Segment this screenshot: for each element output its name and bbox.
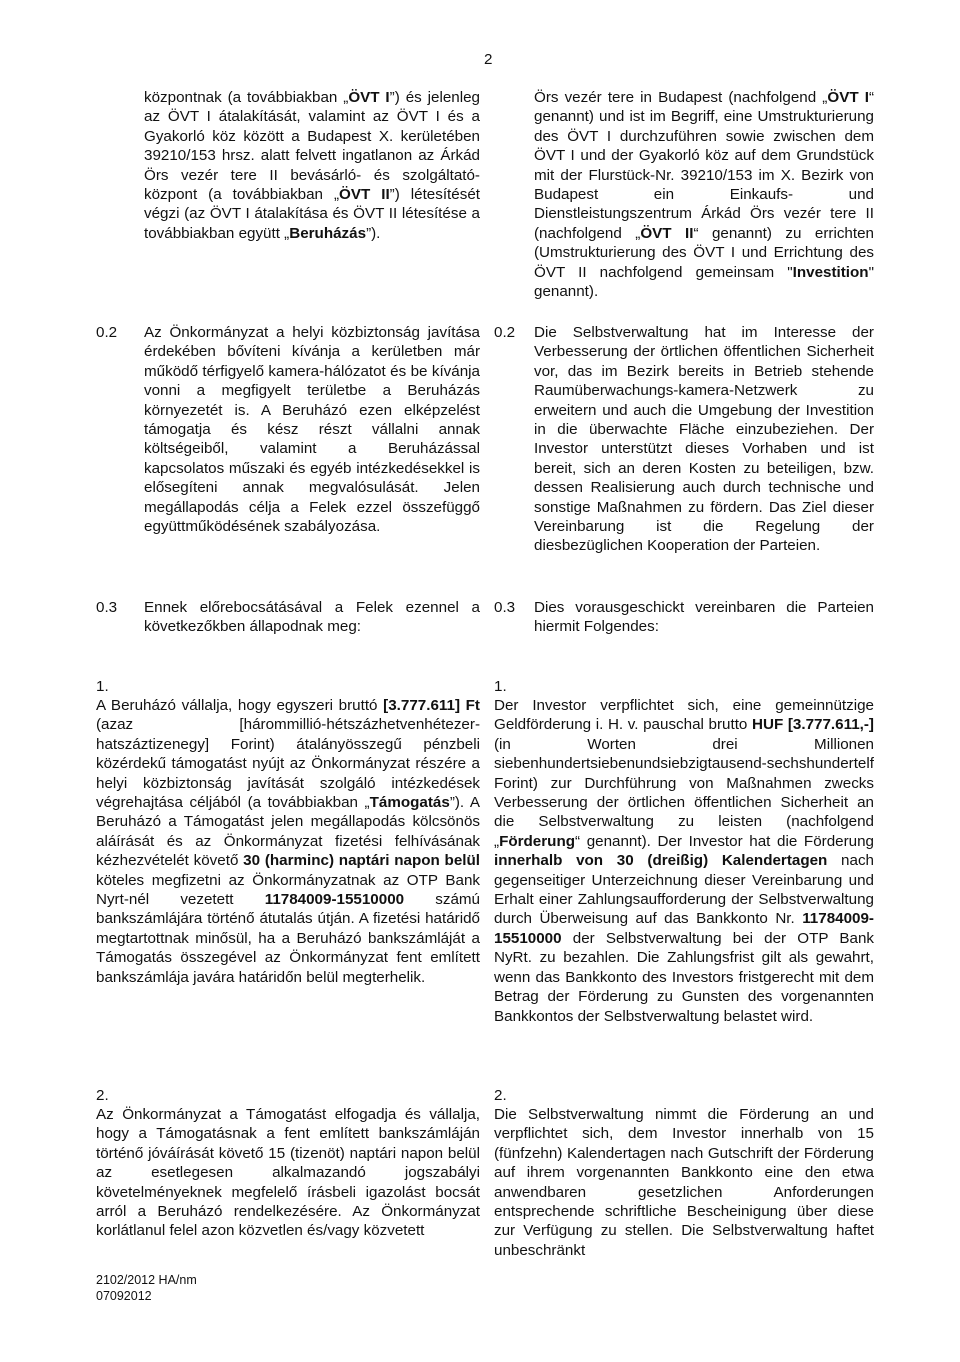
text-run: Az Önkormányzat a Támogatást elfogadja és vállalja, hogy a Támogatásnak a fent említett bankszámláján történő jóváírását követő 15 (tizenöt) naptári napon belül az esetlegesen alkalmazandó jogszabályi követelményeknek megfelelő írásbeli igazolást bocsát arról a Beruházó rendelkezésére. Az Önkormányzat korlátlanul felel azon közvetlen és/vagy közvetett xyxy=(96,1106,480,1240)
bold-text-run: Beruházás xyxy=(289,224,367,242)
bold-text-run: HUF [3.777.611,-] xyxy=(752,716,874,734)
text-run: “ genannt) zu errichten (Umstrukturierung des ÖVT I und Errichtung des ÖVT II nachfolgend gemeinsam " xyxy=(534,224,874,281)
section-0-3-number-de: 0.3 xyxy=(494,599,516,616)
text-run: A Beruházó vállalja, hogy egyszeri bruttó xyxy=(96,697,384,714)
bold-text-run: Förderung xyxy=(499,832,575,850)
text-run: ”) létesítését végzi (az ÖVT I átalakítása és ÖVT II létesítése a továbbiakban együtt „ xyxy=(144,186,480,242)
bold-text-run: 30 (harminc) naptári napon belül xyxy=(243,852,480,870)
text-run: Der Investor verpflichtet sich, eine gemeinnützige Geldförderung i. H. v. pauschal brutto xyxy=(494,697,874,734)
text-run: Dies vorausgeschickt vereinbaren die Parteien hiermit Folgendes: xyxy=(534,599,874,636)
text-run: ”). xyxy=(366,224,381,242)
section-1-german xyxy=(494,696,874,1026)
text-run: nach gegenseitiger Unterzeichnung dieser Vereinbarung und Erhalt einer Zahlungsaufforderung der Selbstverwaltung durch Überweisung auf das Bankkonto Nr. xyxy=(494,852,874,928)
bold-text-run: innerhalb von 30 (dreißig) Kalendertagen xyxy=(494,852,828,870)
section-1-hungarian xyxy=(96,696,480,987)
text-run: " genannt). xyxy=(534,263,874,301)
section-0-2-number-de: 0.2 xyxy=(494,324,516,341)
document-footer xyxy=(96,1272,197,1304)
section-1-number-de: 1. xyxy=(494,678,507,695)
text-run: központnak (a továbbiakban „ xyxy=(144,89,349,106)
section-0-2-number-hu: 0.2 xyxy=(96,324,118,341)
page-number: 2 xyxy=(484,51,493,68)
section-0-2-german xyxy=(534,323,874,556)
bold-text-run: [3.777.611] Ft xyxy=(383,697,480,714)
section-2-german xyxy=(494,1105,874,1260)
bold-text-run: ÖVT I xyxy=(827,89,869,106)
document-reference: 2102/2012 HA/nm xyxy=(96,1273,197,1287)
bold-text-run: ÖVT II xyxy=(339,186,390,204)
text-run: “ genannt). Der Investor hat die Förderung xyxy=(575,832,874,850)
text-run: Az Önkormányzat a helyi közbiztonság javítása érdekében bővíteni kívánja a kerületben már működő térfigyelő kamera-hálózatot és be kívánja vonni a megfigyelt területbe a Beruházás környezetét is. A Beruházó ezen elképzelést támogatja és kész részt vállalni annak költségeiből, valamint a Beruházással kapcsolatos műszaki és egyéb intézkedésekkel is elősegíteni annak megvalósulását. Jelen megállapodás célja a Felek ezzel összefüggő együttműködésének szabályozása. xyxy=(144,324,480,536)
section-0-2-hungarian xyxy=(144,323,480,536)
text-run: (in Worten drei Millionen siebenhundertsiebenundsiebzigtausend-sechshundertelf Forint) zur Durchführung von Maßnahmen zwecks Verbesserung der örtlichen öffentlichen Sicherheit an die Selbstverwaltung zu leisten (nachfolgend „ xyxy=(494,735,874,850)
bold-text-run: ÖVT II xyxy=(640,224,694,242)
section-0-3-number-hu: 0.3 xyxy=(96,599,118,616)
intro-hungarian xyxy=(144,88,480,243)
text-run: ”) és jelenleg az ÖVT I átalakítását, valamint az ÖVT I és a Gyakorló köz között a Budapest X. kerületében 39210/153 hrsz. alatt felvett ingatlanon az Árkád Örs vezér tere II bevásárló- és szolgáltató-központ (a továbbiakban „ xyxy=(144,89,480,204)
bold-text-run: Investition xyxy=(792,263,869,281)
text-run: Die Selbstverwaltung nimmt die Förderung an und verpflichtet sich, dem Investor innerhalb von 15 (fünfzehn) Kalendertagen nach Gutschrift der Förderung auf ihrem vorgenannten Bankkonto eine den etwa anwendbaren gesetzlichen Anforderungen entsprechende schriftliche Bescheinigung über diese zur Verfügung zu stellen. Die Selbstverwaltung haftet unbeschränkt xyxy=(494,1106,874,1259)
bold-text-run: 11784009-15510000 xyxy=(264,891,405,909)
section-0-3-german xyxy=(534,598,874,637)
text-run: “ genannt) und ist im Begriff, eine Umstrukturierung des ÖVT I durchzuführen sowie zwischen dem ÖVT I und der Gyakorló köz auf dem Grundstück mit der Flurstück-Nr. 39210/153 im X. Bezirk von Budapest ein Einkaufs- und Dienstleistungszentrum Árkád Örs vezér tere II (nachfolgend „ xyxy=(534,89,874,242)
bold-text-run: 11784009-15510000 xyxy=(494,910,874,947)
text-run: Die Selbstverwaltung hat im Interesse der Verbesserung der örtlichen öffentlichen Sicherheit vor, das im Bezirk bereits in Betrieb stehende Raumüberwachungs-kamera-Netzwerk zu erweitern und auch die Umgebung der Investition in die überwachte Fläche einzubeziehen. Der Investor unterstützt dieses Vorhaben und ist bereit, sich an deren Kosten zu beteiligen, bzw. dessen Realisierung auch durch technische und sonstige Maßnahmen zu fördern. Das Ziel dieser Vereinbarung ist die Regelung der diesbezüglichen Kooperation der Parteien. xyxy=(534,324,874,555)
section-2-number-hu: 2. xyxy=(96,1087,109,1104)
text-run: számú bankszámlájára történő átutalás útján. A fizetési határidő megtartottnak minősül, ha a Beruházó bankszámláját a Támogatás összegével az Önkormányzat fent említett bankszámlája javára határidőn belül megterhelik. xyxy=(96,891,481,986)
section-1-number-hu: 1. xyxy=(96,678,109,695)
text-run: Ennek előrebocsátásával a Felek ezennel a következőkben állapodnak meg: xyxy=(144,599,480,636)
text-run: (azaz [hárommillió-hétszázhetvenhétezer-hatszáztizenegy] Forint) átalányösszegű pénzbeli közérdekű támogatást nyújt az Önkormányzat részére a helyi közbiztonság javítását szolgáló intézkedések végrehajtása céljából (a továbbiakban „ xyxy=(96,716,480,812)
document-date: 07092012 xyxy=(96,1289,152,1303)
intro-german xyxy=(534,88,874,301)
bold-text-run: Támogatás xyxy=(369,794,450,812)
section-2-hungarian xyxy=(96,1105,480,1241)
text-run: der Selbstverwaltung bei der OTP Bank NyRt. zu bezahlen. Die Zahlungsfrist gilt als gewahrt, wenn das Bankkonto des Investors fristgerecht mit dem Betrag der Förderung zu Gunsten des vorgenannten Bankkontos der Selbstverwaltung belastet wird. xyxy=(494,929,874,1025)
text-run: köteles megfizetni az Önkormányzatnak az OTP Bank Nyrt-nél vezetett xyxy=(96,871,480,909)
section-2-number-de: 2. xyxy=(494,1087,507,1104)
section-0-3-hungarian xyxy=(144,598,480,637)
bold-text-run: ÖVT I xyxy=(348,89,390,106)
text-run: Örs vezér tere in Budapest (nachfolgend „ xyxy=(534,89,828,106)
text-run: ”). A Beruházó a Támogatást jelen megállapodás kölcsönös aláírását és az Önkormányzat fizetési felhívásának kézhezvételét követő xyxy=(96,794,480,870)
